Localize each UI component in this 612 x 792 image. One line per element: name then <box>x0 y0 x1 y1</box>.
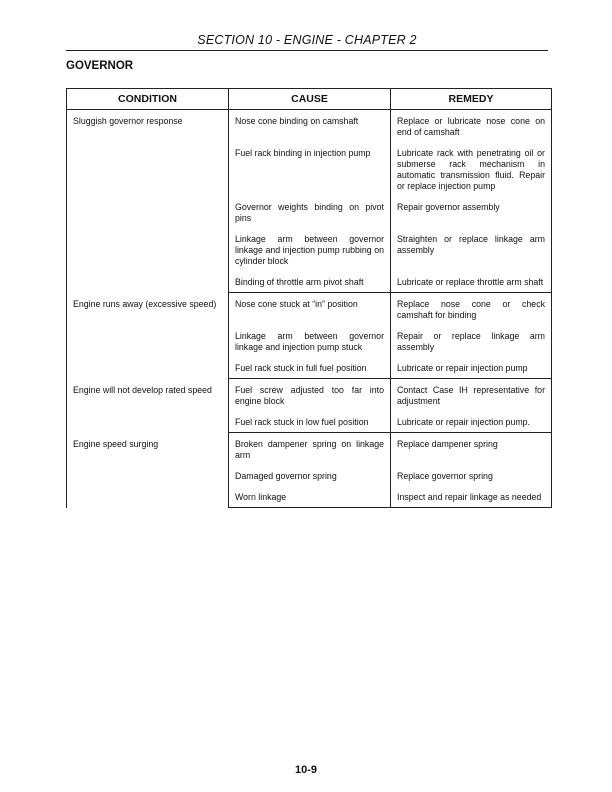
remedy-cell: Straighten or replace linkage arm assembly <box>391 224 552 267</box>
condition-cell: Engine runs away (excessive speed) <box>67 293 229 379</box>
cause-cell: Fuel rack stuck in low fuel position <box>229 407 391 433</box>
table-row <box>67 379 552 408</box>
remedy-cell: Lubricate or repair injection pump <box>391 353 552 379</box>
cause-cell: Fuel screw adjusted too far into engine block <box>229 379 391 408</box>
table-body <box>67 110 552 508</box>
header-rule <box>66 50 548 51</box>
condition-cell: Sluggish governor response <box>67 110 229 293</box>
cause-cell: Linkage arm between governor linkage and injection pump stuck <box>229 321 391 353</box>
running-header: SECTION 10 - ENGINE - CHAPTER 2 <box>197 33 417 47</box>
condition-cell: Engine speed surging <box>67 433 229 508</box>
section-title: GOVERNOR <box>66 60 134 72</box>
cause-cell: Linkage arm between governor linkage and injection pump rubbing on cylinder block <box>229 224 391 267</box>
remedy-cell: Repair governor assembly <box>391 192 552 224</box>
cause-cell: Worn linkage <box>229 482 391 508</box>
cause-cell: Fuel rack binding in injection pump <box>229 138 391 192</box>
cause-cell: Broken dampener spring on linkage arm <box>229 433 391 462</box>
condition-cell: Engine will not develop rated speed <box>67 379 229 433</box>
table-row <box>67 293 552 322</box>
remedy-cell: Repair or replace linkage arm assembly <box>391 321 552 353</box>
remedy-cell: Lubricate or repair injection pump. <box>391 407 552 433</box>
table-row <box>67 110 552 139</box>
remedy-cell: Replace or lubricate nose cone on end of camshaft <box>391 110 552 139</box>
cause-cell: Damaged governor spring <box>229 461 391 482</box>
troubleshooting-table <box>66 88 552 508</box>
column-header-cause: CAUSE <box>229 89 391 110</box>
cause-cell: Fuel rack stuck in full fuel position <box>229 353 391 379</box>
page-number: 10-9 <box>294 764 318 776</box>
remedy-cell: Replace dampener spring <box>391 433 552 462</box>
remedy-cell: Inspect and repair linkage as needed <box>391 482 552 508</box>
remedy-cell: Replace governor spring <box>391 461 552 482</box>
cause-cell: Binding of throttle arm pivot shaft <box>229 267 391 293</box>
table-header-row <box>67 89 552 110</box>
cause-cell: Nose cone stuck at “in” position <box>229 293 391 322</box>
column-header-condition: CONDITION <box>67 89 229 110</box>
table-row <box>67 433 552 462</box>
remedy-cell: Lubricate or replace throttle arm shaft <box>391 267 552 293</box>
cause-cell: Governor weights binding on pivot pins <box>229 192 391 224</box>
remedy-cell: Replace nose cone or check camshaft for binding <box>391 293 552 322</box>
remedy-cell: Lubricate rack with penetrating oil or submerse rack mechanism in automatic transmission fluid. Repair or replace injection pump <box>391 138 552 192</box>
cause-cell: Nose cone binding on camshaft <box>229 110 391 139</box>
column-header-remedy: REMEDY <box>391 89 552 110</box>
remedy-cell: Contact Case IH representative for adjustment <box>391 379 552 408</box>
